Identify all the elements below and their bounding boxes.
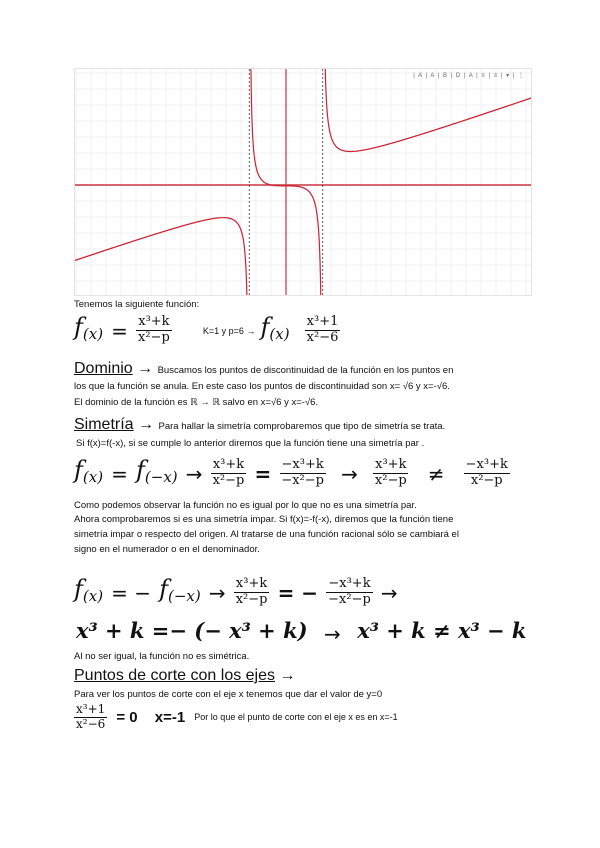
impar-line-2: simetría impar o respecto del origen. Al tratarse de una función racional sólo se cambiará el xyxy=(74,529,459,540)
intro-text: Tenemos la siguiente función: xyxy=(74,299,200,310)
f-subscript-2: (x) xyxy=(269,325,290,344)
numerator: x³+1 xyxy=(76,702,106,716)
denominator: x²−p xyxy=(138,330,170,345)
graph-toolbar[interactable]: | A | A | B | D | A | ≡ | ≡ | ▾ | ⋮ xyxy=(413,73,525,79)
denominator-specific: x²−6 xyxy=(306,330,339,345)
arrow-icon: → xyxy=(137,360,154,377)
curve-branch-3 xyxy=(324,69,531,151)
numerator: x³+k xyxy=(375,457,407,473)
f-symbol: f xyxy=(136,456,145,484)
f-symbol: f xyxy=(74,313,83,341)
cortes-title: Puntos de corte con los ejes xyxy=(74,667,276,684)
impar-line-3: signo en el numerador o en el denominador. xyxy=(74,544,260,555)
equals-minus-sign: = − xyxy=(111,580,152,605)
equals-sign: = xyxy=(254,461,272,486)
f-subscript: (−x) xyxy=(168,587,201,606)
arrow-icon: → xyxy=(185,461,203,486)
fraction-specific xyxy=(305,315,341,346)
denominator: x²−p xyxy=(235,592,268,607)
dominio-text: Buscamos los puntos de discontinuidad de la función en los puntos en xyxy=(157,365,454,376)
denominator: x²−p xyxy=(212,473,245,488)
parameter-values: K=1 y p=6 → xyxy=(202,325,256,336)
cortes-heading xyxy=(74,667,295,685)
fraction xyxy=(326,577,373,608)
numerator: x³+k xyxy=(138,314,170,330)
fraction-general xyxy=(136,315,172,346)
numerator: −x³+k xyxy=(281,457,324,473)
f-subscript: (x) xyxy=(82,468,104,487)
f-symbol: f xyxy=(74,575,83,603)
arrow-icon: → xyxy=(341,461,358,486)
fraction xyxy=(74,703,107,732)
graph-canvas xyxy=(75,69,531,295)
even-symmetry-equation xyxy=(74,456,510,489)
cubic-comparison xyxy=(76,618,526,646)
simetria-heading xyxy=(74,416,445,434)
arrow-icon: → xyxy=(380,580,398,605)
numerator-specific: x³+1 xyxy=(306,314,339,330)
numerator: x³+k xyxy=(212,457,245,473)
f-subscript: (x) xyxy=(82,325,104,344)
fraction xyxy=(464,458,510,489)
equals-minus-sign: = − xyxy=(277,580,319,605)
odd-symmetry-equation xyxy=(74,575,401,608)
simetria-text: Para hallar la simetría comprobaremos que tipo de simetría se trata. xyxy=(158,421,446,432)
cortes-equation xyxy=(74,703,398,732)
arrow-icon: → xyxy=(138,416,155,433)
dominio-heading xyxy=(74,360,453,378)
numerator: x³+k xyxy=(235,576,268,592)
numerator: −x³+k xyxy=(328,576,371,592)
denominator: x²−p xyxy=(374,473,407,488)
arrow-icon: → xyxy=(279,667,296,684)
conclusion-text: Al no ser igual, la función no es simétrica. xyxy=(74,651,250,662)
numerator: −x³+k xyxy=(465,457,508,473)
denominator: −x²−p xyxy=(328,592,371,607)
cortes-note: Por lo que el punto de corte con el eje x es en x=-1 xyxy=(194,712,398,723)
par-result: Como podemos observar la función no es igual por lo que no es una simetría par. xyxy=(74,500,417,511)
arrow-icon: → xyxy=(324,621,341,646)
simetria-par-condition: Si f(x)=f(-x), si se cumple lo anterior diremos que la función tiene una simetría par . xyxy=(76,438,425,449)
fraction xyxy=(279,458,326,489)
f-symbol-2: f xyxy=(260,313,270,341)
denominator: x²−6 xyxy=(76,716,106,731)
dominio-title: Dominio xyxy=(74,360,133,377)
f-symbol: f xyxy=(159,575,169,603)
fraction xyxy=(234,577,270,608)
dominio-line-2: los que la función se anula. En este caso los puntos de discontinuidad son x= √6 y x=-√6. xyxy=(74,381,450,392)
function-graph xyxy=(74,68,532,296)
not-equal-sign: ≠ xyxy=(427,461,445,486)
f-subscript: (−x) xyxy=(144,468,178,487)
equals-zero: = 0 xyxy=(116,708,138,726)
cubic-lhs: x³ + k =− (− x³ + k) xyxy=(76,618,308,643)
curve-branch-1 xyxy=(75,218,248,295)
cubic-rhs: x³ + k ≠ x³ − k xyxy=(357,618,527,643)
cortes-text: Para ver los puntos de corte con el eje x tenemos que dar el valor de y=0 xyxy=(74,689,383,700)
fraction xyxy=(211,458,247,489)
impar-line-1: Ahora comprobaremos si es una simetría impar. Si f(x)=-f(-x), diremos que la función tiene xyxy=(74,514,454,525)
function-definition xyxy=(74,313,340,346)
simetria-title: Simetría xyxy=(74,416,134,433)
dominio-line-3: El dominio de la función es ℝ → ℝ salvo en x=√6 y x=-√6. xyxy=(74,397,319,408)
solution-value: x=-1 xyxy=(154,708,186,726)
f-subscript: (x) xyxy=(82,587,104,606)
arrow-icon: → xyxy=(208,580,226,605)
fraction xyxy=(373,458,409,489)
equals-sign: = xyxy=(111,318,128,343)
equals-sign: = xyxy=(111,461,128,486)
f-symbol: f xyxy=(74,456,83,484)
denominator: −x²−p xyxy=(281,473,324,488)
denominator: x²−p xyxy=(470,473,503,488)
